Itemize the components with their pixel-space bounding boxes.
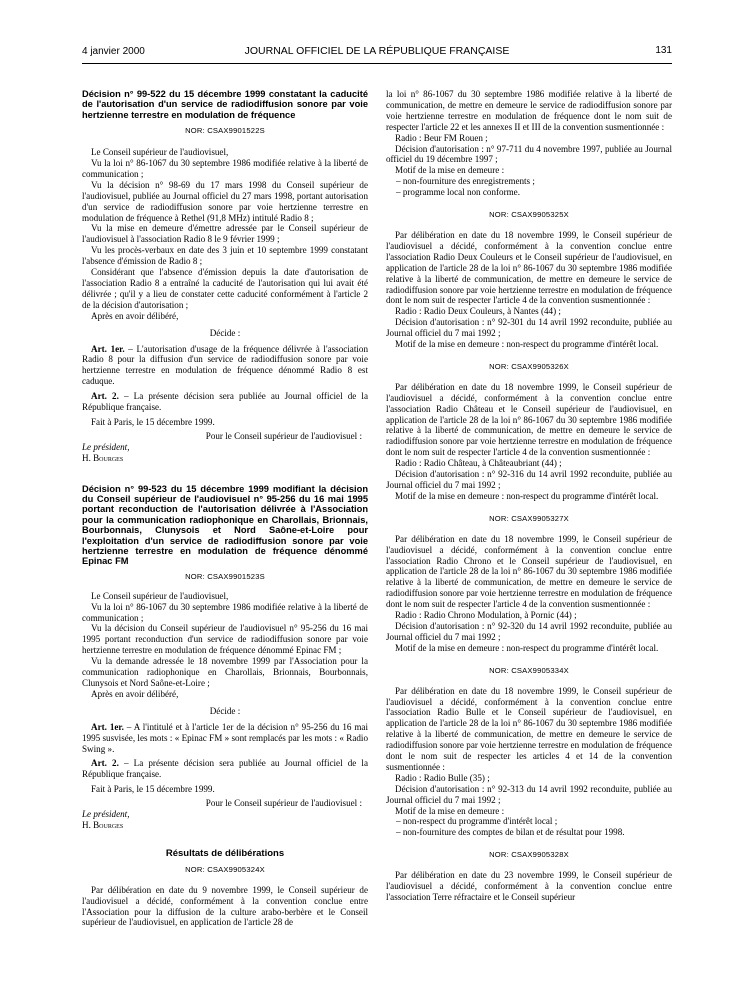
running-header (82, 44, 672, 60)
paragraph: Vu la mise en demeure d'émettre adressée par le Conseil supérieur de l'audiovisuel à l'association Radio 8 le 9 février 1999 ; (82, 223, 368, 245)
paragraph: Par délibération en date du 18 novembre 1999, le Conseil supérieur de l'audiovisuel a décidé, conformément à la convention conclue entre l'association Radio Château et le Conseil supérieur de l'audiovisuel, en application de l'article 28 de la loi n° 86-1067 du 30 septembre 1986 modifiée relative à la liberté de communication, de mettre en demeure le service de radiodiffusion sonore par voie hertzienne terrestre en modulation de fréquence dont le nom suit de respecter l'article 4 de la convention susmentionnée : (386, 381, 672, 458)
nor-reference: NOR: CSAX9901522S (185, 126, 265, 136)
article (82, 344, 368, 388)
page-number: 131 (655, 45, 672, 56)
radio-line: Radio : Beur FM Rouen ; (395, 132, 488, 143)
paragraph: Par délibération en date du 18 novembre 1999, le Conseil supérieur de l'audiovisuel a décidé, conformément à la convention conclue entre l'association Radio Deux Couleurs et le Conseil supérieur de l'audiovisuel, en application de l'article 28 de la loi n° 86-1067 du 30 septembre 1986 modifiée relative à la liberté de communication, de mettre en demeure le service de radiodiffusion sonore par voie hertzienne terrestre en modulation de fréquence dont le nom suit de respecter l'article 4 de la convention susmentionnée : (386, 229, 672, 306)
nor-reference: NOR: CSAX9905334X (489, 665, 569, 675)
header-date: 4 janvier 2000 (82, 46, 145, 57)
decision-title: Décision n° 99-522 du 15 décembre 1999 constatant la caducité de l'autorisation d'un service de radiodiffusion sonore par voie hertzienne terrestre en modulation de fréquence (82, 89, 368, 120)
article (82, 758, 368, 780)
nor-reference: NOR: CSAX9905324X (185, 864, 265, 874)
paragraph: Vu la décision du Conseil supérieur de l'audiovisuel n° 95-256 du 16 mai 1995 portant reconduction d'un service de radiodiffusion sonore par voie hertzienne terrestre en modulation de fréquence dénommé Epinac FM ; (82, 623, 368, 656)
paragraph: Par délibération en date du 9 novembre 1999, le Conseil supérieur de l'audiovisuel a décidé, conformément à la convention conclue entre l'Association pour la diffusion de la culture arabo-berbère et le Conseil supérieur de l'audiovisuel, en application de l'article 28 de (82, 884, 368, 928)
authorization-line: Décision d'autorisation : n° 92-301 du 14 avril 1992 reconduite, publiée au Journal officiel du 7 mai 1992 ; (386, 317, 672, 339)
radio-line: Radio : Radio Bulle (35) ; (395, 772, 490, 783)
nor-reference: NOR: CSAX9905327X (489, 513, 569, 523)
signatory-name: H. Bourges (82, 452, 124, 463)
nor-reference: NOR: CSAX9905328X (489, 850, 569, 860)
right-column (386, 89, 672, 903)
paragraph: Vu la décision n° 98-69 du 17 mars 1998 du Conseil supérieur de l'audiovisuel, publiée au Journal officiel du 27 mars 1998, portant autorisation d'un service de radiodiffusion sonore par voie hertzienne terrestre en modulation de fréquence à Rethel (91,8 MHz) intitulé Radio 8 ; (82, 179, 368, 223)
authorization-line: Décision d'autorisation : n° 92-320 du 14 avril 1992 reconduite, publiée au Journal officiel du 7 mai 1992 ; (386, 620, 672, 642)
motif-line: Motif de la mise en demeure : (395, 165, 505, 176)
motif-item: – non-fourniture des enregistrements ; (396, 176, 535, 187)
signatory-title: Le président, (82, 809, 130, 820)
article-label: Art. 1er. (91, 721, 124, 732)
article-text: – A l'intitulé et à l'article 1er de la décision n° 95-256 du 16 mai 1995 susvisée, les mots : « Epinac FM » sont remplacés par les mots : « Radio Swing ». (82, 721, 368, 754)
place-date: Fait à Paris, le 15 décembre 1999. (91, 784, 215, 795)
paragraph: Le Conseil supérieur de l'audiovisuel, (91, 590, 229, 601)
signature-line: Pour le Conseil supérieur de l'audiovisuel : (205, 798, 362, 809)
article-label: Art. 1er. (91, 343, 125, 354)
nor-reference: NOR: CSAX9901523S (185, 571, 265, 581)
article (82, 391, 368, 413)
authorization-line: Décision d'autorisation : n° 97-711 du 4 novembre 1997, publiée au Journal officiel du 19 décembre 1997 ; (386, 143, 672, 165)
signatory-title: Le président, (82, 441, 130, 452)
article (82, 722, 368, 755)
paragraph: Par délibération en date du 18 novembre 1999, le Conseil supérieur de l'audiovisuel a décidé, conformément à la convention conclue entre l'association Radio Bulle et le Conseil supérieur de l'audiovisuel, en application de l'article 28 de la loi n° 86-1067 du 30 septembre 1986 modifiée relative à la liberté de communication, de mettre en demeure le service de radiodiffusion sonore par voie hertzienne terrestre en modulation de fréquence dont le nom suit de respecter les articles 4 et 14 de la convention susmentionnée : (386, 685, 672, 772)
motif-item: – non-respect du programme d'intérêt local ; (396, 816, 558, 827)
paragraph: Par délibération en date du 18 novembre 1999, le Conseil supérieur de l'audiovisuel a décidé, conformément à la convention conclue entre l'association Radio Chrono et le Conseil supérieur de l'audiovisuel, en application de l'article 28 de la loi n° 86-1067 du 30 septembre 1986 modifiée relative à la liberté de communication, de mettre en demeure le service de radiodiffusion sonore par voie hertzienne terrestre en modulation de fréquence dont le nom suit de respecter l'article 4 de la convention susmentionnée : (386, 533, 672, 610)
motif-item: – non-fourniture des comptes de bilan et de résultat pour 1998. (396, 827, 625, 838)
motif-line: Motif de la mise en demeure : (395, 805, 505, 816)
decide-label: Décide : (209, 705, 241, 716)
place-date: Fait à Paris, le 15 décembre 1999. (91, 416, 215, 427)
paragraph: Considérant que l'absence d'émission depuis la date d'autorisation de l'association Radio 8 a entraîné la caducité de l'autorisation qui lui avait été délivrée ; qu'il y a lieu de constater cette caducité conformément à l'article 2 de la décision d'autorisation ; (82, 267, 368, 310)
authorization-line: Décision d'autorisation : n° 92-313 du 14 avril 1992 reconduite, publiée au Journal officiel du 7 mai 1992 ; (386, 783, 672, 805)
paragraph: Après en avoir délibéré, (91, 688, 179, 699)
paragraph: Vu la loi n° 86-1067 du 30 septembre 1986 modifiée relative à la liberté de communication ; (82, 158, 368, 179)
motif-item: – programme local non conforme. (396, 187, 520, 198)
radio-line: Radio : Radio Deux Couleurs, à Nantes (44) ; (395, 306, 561, 317)
paragraph: Après en avoir délibéré, (91, 310, 179, 321)
paragraph: Le Conseil supérieur de l'audiovisuel, (91, 147, 229, 158)
motif-line: Motif de la mise en demeure : non-respect du programme d'intérêt local. (395, 339, 659, 350)
nor-reference: NOR: CSAX9905326X (489, 361, 569, 371)
signatory-name: H. Bourges (82, 819, 124, 830)
paragraph: la loi n° 86-1067 du 30 septembre 1986 modifiée relative à la liberté de communication, de mettre en demeure le service de radiodiffusion sonore par voie hertzienne terrestre en modulation de fréquence dont le nom suit de respecter l'article 22 et les annexes II et III de la convention susmentionnée : (386, 89, 672, 132)
motif-line: Motif de la mise en demeure : non-respect du programme d'intérêt local. (395, 642, 659, 653)
authorization-line: Décision d'autorisation : n° 92-316 du 14 avril 1992 reconduite, publiée au Journal officiel du 7 mai 1992 ; (386, 469, 672, 490)
paragraph: Par délibération en date du 23 novembre 1999, le Conseil supérieur de l'audiovisuel a décidé, conformément à la convention conclue entre l'association Terre réfractaire et le Conseil supérieur (386, 870, 672, 902)
radio-line: Radio : Radio Chrono Modulation, à Pornic (44) ; (395, 610, 577, 621)
motif-line: Motif de la mise en demeure : non-respect du programme d'intérêt local. (395, 490, 659, 501)
article-text: – La présente décision sera publiée au Journal officiel de la République française. (82, 758, 368, 780)
radio-line: Radio : Radio Château, à Châteaubriant (44) ; (395, 458, 562, 469)
article-label: Art. 2. (91, 758, 119, 769)
nor-reference: NOR: CSAX9905325X (489, 210, 569, 220)
header-rule (82, 63, 672, 64)
signature-line: Pour le Conseil supérieur de l'audiovisuel : (205, 430, 362, 441)
paragraph: Vu la demande adressée le 18 novembre 1999 par l'Association pour la communication radiophonique en Charollais, Brionnais, Bourbonnais, Clunysois et Nord Saône-et-Loire ; (82, 656, 368, 688)
left-column (82, 89, 368, 928)
paragraph: Vu les procès-verbaux en date des 3 juin et 10 septembre 1999 constatant l'absence d'émission de Radio 8 ; (82, 245, 368, 267)
journal-title: JOURNAL OFFICIEL DE LA RÉPUBLIQUE FRANÇAISE (244, 45, 510, 57)
decide-label: Décide : (209, 327, 241, 338)
paragraph: Vu la loi n° 86-1067 du 30 septembre 1986 modifiée relative à la liberté de communication ; (82, 601, 368, 623)
article-text: – La présente décision sera publiée au Journal officiel de la République française. (82, 391, 368, 413)
section-heading: Résultats de délibérations (165, 847, 285, 859)
article-text: – L'autorisation d'usage de la fréquence délivrée à l'association Radio 8 pour la diffusion d'un service de radiodiffusion sonore par voie hertzienne terrestre en modulation de fréquence dénommé Radio 8 est caduque. (82, 343, 368, 387)
article-label: Art. 2. (91, 391, 119, 402)
decision-title: Décision n° 99-523 du 15 décembre 1999 modifiant la décision du Conseil supérieur de l'audiovisuel n° 95-256 du 16 mai 1995 portant reconduction de l'autorisation délivrée à l'Association pour la communication radiophonique en Charollais, Brionnais, Bourbonnais, Clunysois et Nord Saône-et-Loire pour l'exploitation d'un service de radiodiffusion sonore par voie hertzienne terrestre en modulation de fréquence dénommé Epinac FM (82, 483, 368, 567)
